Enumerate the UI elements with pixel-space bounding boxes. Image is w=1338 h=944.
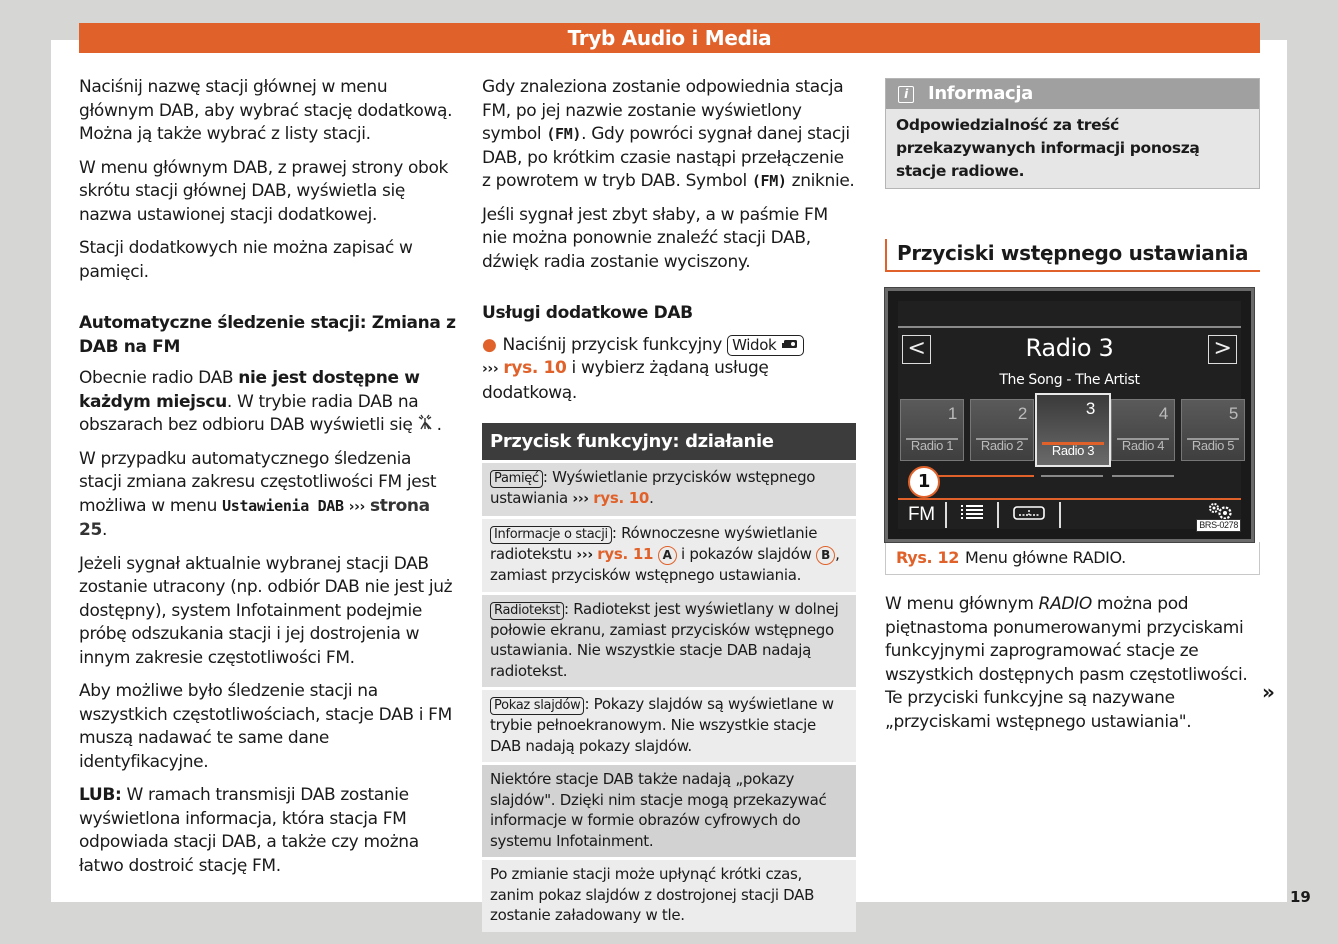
bullet-item: [482, 334, 856, 406]
paragraph: Aby możliwe było śledzenie stacji na wszystkich częstotliwościach, stacje DAB i FM muszą nadawać te same dane identyfikacyjne.: [79, 681, 452, 772]
figure-caption: [885, 542, 1260, 576]
page-number: 19: [1290, 888, 1311, 906]
function-key-memory: Pamięć: [490, 470, 543, 488]
function-key-radiotext: Radiotekst: [490, 602, 564, 620]
now-playing: The Song - The Artist: [999, 371, 1140, 388]
station-name: Radio 3: [1025, 333, 1114, 362]
page-indicator: [1112, 475, 1174, 477]
preset-label: Radio 2: [980, 438, 1024, 453]
column-right: [885, 76, 1260, 744]
caption-text: Menu główne RADIO.: [965, 547, 1126, 567]
table-row: [482, 595, 856, 688]
infotainment-screen: [885, 288, 1254, 542]
preset-number: 3: [1085, 398, 1095, 418]
page-indicator: [1041, 475, 1103, 477]
table-row: [482, 690, 856, 762]
divider: [898, 498, 1241, 500]
preset-number: 4: [1158, 403, 1168, 423]
text: .: [649, 489, 654, 507]
bold-label: LUB:: [79, 785, 122, 805]
paragraph: W menu głównym DAB, z prawej strony obok skrótu stacji głównej DAB, wyświetla się nazwa ustawionej stacji dodatkowej.: [79, 157, 449, 225]
figure-reference-link[interactable]: rys. 11: [597, 544, 654, 563]
paragraph: [79, 448, 457, 543]
text: Naciśnij przycisk funkcyjny: [502, 334, 728, 355]
list-icon[interactable]: [947, 503, 997, 527]
radio-view-icon: [781, 336, 799, 354]
paragraph: [482, 76, 856, 194]
text: : Równoczesne wyświetlanie radiotekstu: [490, 523, 818, 563]
paragraph: Naciśnij nazwę stacji głównej w menu głównym DAB, aby wybrać stację dodatkową. Można ją także wybrać z listy stacji.: [79, 77, 453, 144]
preset-label: Radio 1: [910, 438, 954, 453]
preset-button-1[interactable]: [900, 399, 964, 461]
page-reference-link[interactable]: strona 25: [79, 495, 430, 540]
text: . Gdy powróci sygnał danej stacji DAB, po krótkim czasie nastąpi przełączenie z powrotem w tryb DAB. Symbol: [482, 124, 850, 191]
text: i wybierz żądaną usługę dodatkową.: [482, 358, 769, 403]
figure-radio-main-menu: [885, 288, 1260, 576]
info-box-body: Odpowiedzialność za treść przekazywanych informacji ponoszą stacje radiowe.: [886, 109, 1259, 188]
paragraph: [885, 593, 1260, 734]
text: można pod piętnastoma ponumerowanymi przyciskami funkcyjnymi zaprogramować stacje ze wszystkich dostępnych pasm częstotliwości. Te przyciski funkcyjne są nazywane „przyciskami wstępnego ustawiania".: [885, 594, 1248, 732]
table-row: [482, 519, 856, 592]
marker-a: A: [658, 546, 677, 565]
preset-label: Radio 5: [1191, 438, 1235, 453]
bullet-icon: ●: [482, 334, 497, 355]
info-icon: i: [898, 86, 914, 103]
info-box-title: Informacja: [928, 83, 1033, 104]
text: W przypadku automatycznego śledzenia stacji zmiana zakresu częstotliwości FM jest możliwa w menu: [79, 448, 437, 516]
text: : Radiotekst jest wyświetlany w dolnej połowie ekranu, zamiast przycisków wstępnego ustawiania. Nie wszystkie stacje DAB nadają radiotekst.: [490, 599, 839, 680]
paragraph: [79, 367, 457, 438]
text: .: [436, 415, 442, 435]
screen-content: [898, 301, 1241, 529]
column-left: [79, 76, 457, 888]
text: Obecnie radio DAB: [79, 368, 239, 388]
key-label: Widok: [732, 335, 777, 354]
marker-b: B: [816, 546, 835, 565]
callout-marker: 1: [908, 466, 940, 498]
page-indicator-active: [928, 475, 1034, 477]
table-row: [482, 463, 856, 516]
divider: [1059, 502, 1061, 528]
radio-view-icon[interactable]: [999, 503, 1059, 527]
info-box: [885, 78, 1260, 189]
paragraph: Stacji dodatkowych nie można zapisać w pamięci.: [79, 238, 413, 282]
text: , zamiast przycisków wstępnego ustawiania.: [490, 544, 840, 584]
figure-label: Rys. 12: [896, 547, 960, 567]
reference-arrows: ›››: [348, 498, 365, 515]
text: .: [101, 520, 108, 540]
text: i pokazów slajdów: [676, 544, 817, 563]
text: . W trybie radia DAB na obszarach bez odbioru DAB wyświetli się: [79, 391, 419, 435]
text: : Wyświetlanie przycisków wstępnego ustawiania: [490, 468, 816, 507]
subheading-auto-tracking: Automatyczne śledzenie stacji: Zmiana z DAB na FM: [79, 313, 456, 357]
figure-code: BRS-0278: [1196, 519, 1241, 532]
chevron-left-icon[interactable]: <: [902, 335, 931, 364]
preset-number: 2: [1017, 403, 1027, 423]
fm-symbol: (FM): [751, 172, 787, 190]
text: zniknie.: [786, 171, 855, 191]
paragraph: Jeżeli sygnał aktualnie wybranej stacji DAB zostanie utracony (np. odbiór DAB nie jest już dostępny), system Infotainment podejmie próbę odszukania stacji i jej dostrojenia w innym zakresie częstotliwości FM.: [79, 553, 453, 668]
preset-label: Radio 4: [1121, 438, 1165, 453]
info-box-header: [886, 79, 1259, 109]
figure-reference-link[interactable]: rys. 10: [593, 489, 650, 507]
reference-arrows: ›››: [576, 546, 593, 563]
preset-number: 1: [947, 403, 957, 423]
function-key-slideshow: Pokaz slajdów: [490, 697, 584, 715]
chevron-right-icon[interactable]: >: [1208, 335, 1237, 364]
figure-reference-link[interactable]: rys. 10: [503, 358, 567, 378]
menu-name: Ustawienia DAB: [222, 496, 344, 515]
continued-marker: »: [1262, 680, 1275, 704]
italic-text: RADIO: [1038, 594, 1092, 614]
band-button[interactable]: FM: [908, 503, 935, 525]
preset-number: 5: [1228, 403, 1238, 423]
function-key-widok: [727, 335, 804, 356]
fm-symbol: (FM): [546, 125, 582, 143]
chapter-header: Tryb Audio i Media: [79, 23, 1260, 53]
section-title-presets: Przyciski wstępnego ustawiania: [885, 239, 1260, 272]
function-key-table-title: Przycisk funkcyjny: działanie: [482, 423, 856, 460]
function-key-station-info: Informacje o stacji: [490, 526, 612, 544]
subheading-dab-services: Usługi dodatkowe DAB: [482, 303, 693, 323]
screen-footer-bar: [898, 501, 1241, 529]
reference-arrows: ›››: [482, 361, 499, 377]
paragraph: [79, 784, 457, 878]
text: Gdy znaleziona zostanie odpowiednia stacja FM, po jej nazwie zostanie wyświetlony symbol: [482, 77, 844, 144]
reference-arrows: ›››: [572, 491, 589, 507]
preset-label: Radio 3: [1051, 443, 1095, 458]
table-row: Po zmianie stacji może upłynąć krótki czas, zanim pokaz slajdów z dostrojonej stacji DAB zostanie załadowany w tle.: [482, 860, 856, 932]
divider: [898, 326, 1241, 328]
preset-button-2[interactable]: [970, 399, 1034, 461]
preset-button-3[interactable]: [1035, 393, 1111, 467]
table-row: Niektóre stacje DAB także nadają „pokazy slajdów". Dzięki nim stacje mogą przekazywać informacje w formie obrazów cyfrowych do systemu Infotainment.: [482, 765, 856, 857]
paragraph: Jeśli sygnał jest zbyt słaby, a w paśmie FM nie można ponownie znaleźć stacji DAB, dźwięk radia zostanie wyciszony.: [482, 204, 828, 272]
no-signal-icon: [418, 415, 437, 435]
text: W ramach transmisji DAB zostanie wyświetlona informacja, która stacja FM odpowiada stacji DAB, a także czy można łatwo dostroić stację FM.: [79, 785, 419, 876]
preset-button-5[interactable]: [1181, 399, 1245, 461]
column-middle: [482, 76, 856, 932]
bold-text: nie jest dostępne w każdym miejscu: [79, 368, 420, 412]
preset-button-4[interactable]: [1111, 399, 1175, 461]
text: : Pokazy slajdów są wyświetlane w trybie pełnoekranowym. Nie wszystkie stacje DAB nadają pokazy slajdów.: [490, 695, 834, 755]
text: W menu głównym: [885, 594, 1039, 614]
